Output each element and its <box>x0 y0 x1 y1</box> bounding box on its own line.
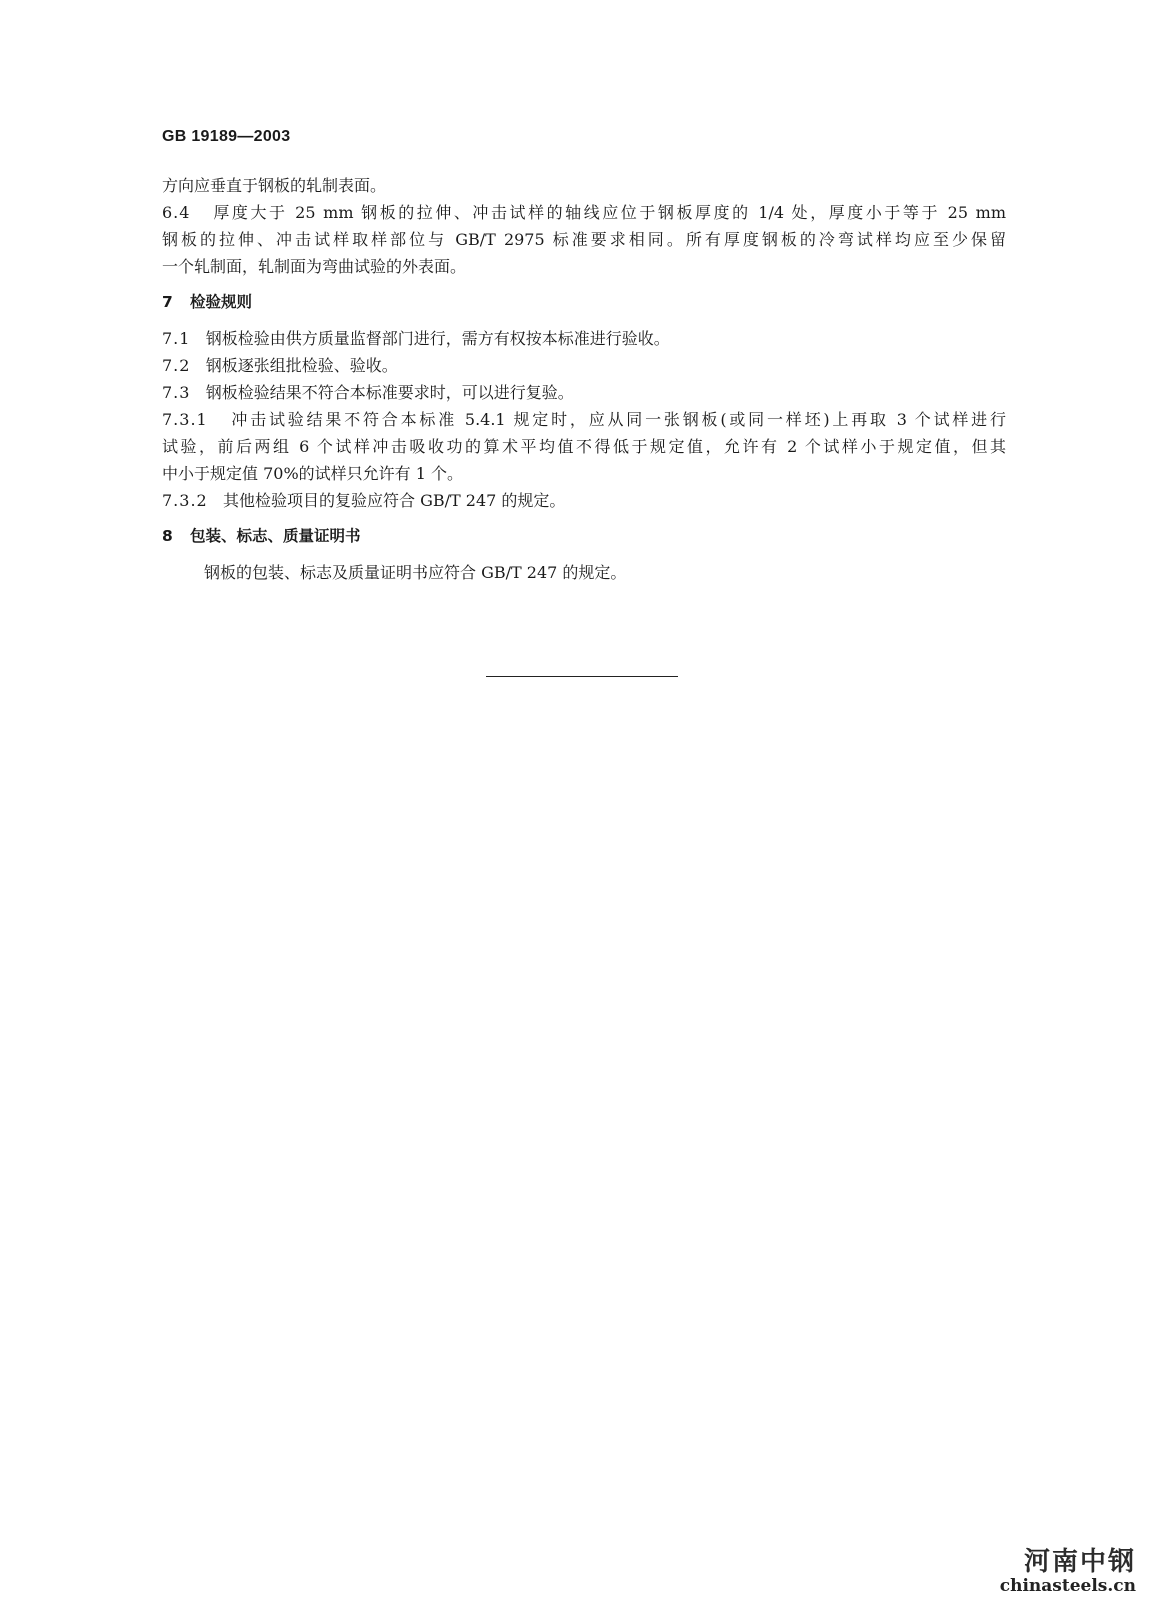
clause-6-4-line-3: 一个轧制面，轧制面为弯曲试验的外表面。 <box>162 257 467 276</box>
section-title: 包装、标志、质量证明书 <box>190 527 361 545</box>
section-8-heading <box>162 523 1006 550</box>
watermark-domain: chinasteels.cn <box>999 1576 1136 1596</box>
clause-number: 7.2 <box>162 356 191 375</box>
clause-number: 7.1 <box>162 329 191 348</box>
clause-7-3-1-line-1 <box>162 406 1006 433</box>
clause-text: 其他检验项目的复验应符合 GB/T 247 的规定。 <box>222 491 566 510</box>
clause-number: 7.3 <box>162 383 191 402</box>
standard-number: GB 19189—2003 <box>162 128 291 145</box>
clause-text: 钢板逐张组批检验、验收。 <box>205 356 398 375</box>
section-number: 8 <box>162 527 173 545</box>
clause-7-3-1 <box>162 406 1006 487</box>
watermark <box>1000 1548 1136 1596</box>
clause-text: 厚度大于 25 mm 钢板的拉伸、冲击试样的轴线应位于钢板厚度的 1/4 处，厚度小于等于 25 mm <box>213 203 1006 222</box>
clause-text: 钢板检验结果不符合本标准要求时，可以进行复验。 <box>205 383 574 402</box>
clause-6-4 <box>162 199 1006 280</box>
section-number: 7 <box>162 293 173 311</box>
document-body <box>162 172 1006 586</box>
clause-number: 6.4 <box>162 203 191 222</box>
clause-7-3-2 <box>162 487 1006 514</box>
clause-7-1 <box>162 325 1006 352</box>
section-8-text: 钢板的包装、标志及质量证明书应符合 GB/T 247 的规定。 <box>204 563 627 582</box>
clause-text: 冲击试验结果不符合本标准 5.4.1 规定时，应从同一张钢板(或同一样坯)上再取 3 个试样进行 <box>231 410 1006 429</box>
end-rule <box>486 676 678 677</box>
clause-7-3-1-line-2: 试验，前后两组 6 个试样冲击吸收功的算术平均值不得低于规定值，允许有 2 个试样小于规定值，但其 <box>162 437 1006 456</box>
clause-6-4-line-2: 钢板的拉伸、冲击试样取样部位与 GB/T 2975 标准要求相同。所有厚度钢板的冷弯试样均应至少保留 <box>162 230 1006 249</box>
clause-7-3-1-line-3: 中小于规定值 70%的试样只允许有 1 个。 <box>162 464 464 483</box>
clause-7-3 <box>162 379 1006 406</box>
clause-number: 7.3.2 <box>162 491 208 510</box>
watermark-chinese: 河南中钢 <box>1023 1547 1136 1577</box>
clause-text: 钢板检验由供方质量监督部门进行，需方有权按本标准进行验收。 <box>205 329 670 348</box>
clause-6-4-line-1 <box>162 199 1006 226</box>
section-title: 检验规则 <box>190 293 253 311</box>
section-7-heading <box>162 289 1006 316</box>
section-6-continuation: 方向应垂直于钢板的轧制表面。 <box>162 176 387 195</box>
clause-7-2 <box>162 352 1006 379</box>
clause-number: 7.3.1 <box>162 410 208 429</box>
